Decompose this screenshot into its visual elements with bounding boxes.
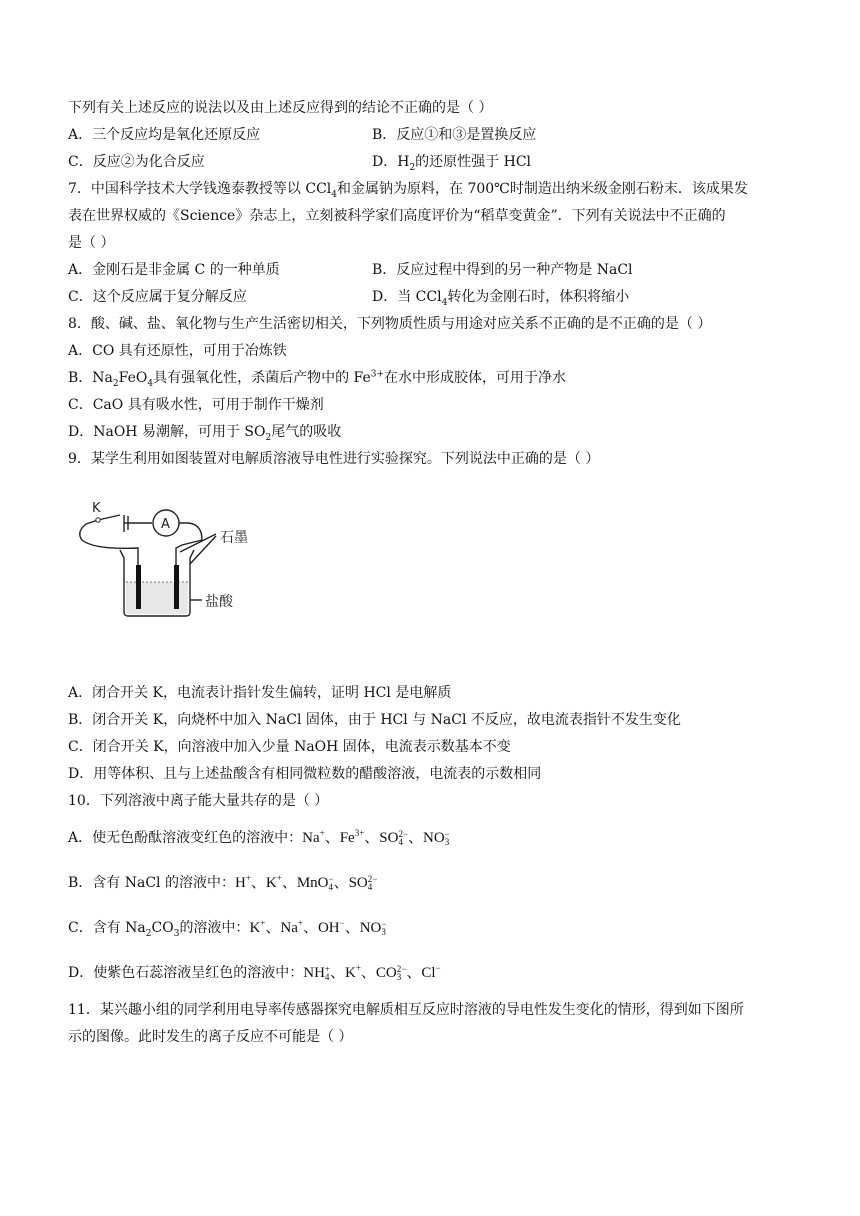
- q11-stem-line2: 示的图像。此时发生的离子反应不可能是（ ）: [68, 1029, 353, 1045]
- wire-right: [176, 523, 202, 565]
- q7-stem-line2: 表在世界权威的《Science》杂志上，立刻被科学家们高度评价为“稻草变黄金”．下列有关说法中不正确的: [68, 208, 726, 224]
- q8-option-c: C．CaO 具有吸水性，可用于制作干燥剂: [68, 397, 324, 413]
- q10-option-c: C．含有 $Na_2CO_3$的溶液中：K+、Na+、OH−、NO − 3: [68, 918, 387, 939]
- wire-left: [80, 520, 138, 565]
- conductivity-apparatus-figure: [70, 490, 270, 625]
- switch-label: K: [92, 501, 101, 516]
- q8-option-b: B．$Na_2FeO_4$具有强氧化性，杀菌后产物中的 $Fe^{3+}$在水中形成胶体，可用于净水: [68, 369, 567, 389]
- q8-option-d: D．NaOH 易潮解，可用于 $SO_2$尾气的吸收: [68, 424, 342, 443]
- q9-stem: 9．某学生利用如图装置对电解质溶液导电性进行实验探究。下列说法中正确的是（ ）: [68, 451, 600, 467]
- label-leader-electrode: [180, 534, 216, 552]
- q6-option-b: B．反应①和③是置换反应: [372, 127, 537, 143]
- q7-option-d: D．当 CCl$_4$转化为金刚石时，体积将缩小: [372, 289, 630, 308]
- switch-pivot: [96, 518, 100, 522]
- q9-option-b: B．闭合开关 K，向烧杯中加入 NaCl 固体，由于 HCl 与 NaCl 不反应，故电流表指针不发生变化: [68, 712, 681, 728]
- q11-stem-line1: 11．某兴趣小组的同学利用电导率传感器探究电解质相互反应时溶液的导电性发生变化的情形，得到如下图所: [68, 1002, 744, 1018]
- q8-option-a: A．CO 具有还原性，可用于冶炼铁: [68, 343, 287, 359]
- hydrochloric-acid-label: 盐酸: [205, 594, 233, 610]
- q10-option-a: A．使无色酚酞溶液变红色的溶液中：Na+、$Fe^{3+}$、SO 2− 4 、NO − 3: [68, 828, 450, 847]
- q7-option-a: A．金刚石是非金属 C 的一种单质: [68, 262, 280, 278]
- q10-option-d: D．使紫色石蕊溶液呈红色的溶液中：NH + 4 、K+、CO 2− 3 、Cl−: [68, 963, 441, 982]
- q9-option-d: D．用等体积、且与上述盐酸含有相同微粒数的醋酸溶液，电流表的示数相同: [68, 766, 542, 782]
- q6-option-d: D．$H_2$的还原性强于 HCl: [372, 154, 532, 173]
- graphite-electrode-left: [136, 565, 141, 609]
- q7-stem-line3: 是（ ）: [68, 235, 115, 251]
- q6-option-a: A．三个反应均是氧化还原反应: [68, 127, 261, 143]
- graphite-electrode-right: [174, 565, 179, 609]
- q7-stem-line1: 7．中国科学技术大学钱逸泰教授等以 CCl$_4$和金属钠为原料，在 700℃时制造出纳米级金刚石粉末．该成果发: [68, 181, 748, 200]
- q7-option-c: C．这个反应属于复分解反应: [68, 289, 247, 305]
- q8-stem: 8．酸、碱、盐、氧化物与生产生活密切相关，下列物质性质与用途对应关系不正确的是不正确的是（ ）: [68, 316, 712, 332]
- q10-option-b: B．含有 NaCl 的溶液中：H+、K+、MnO − 4 、SO 2− 4: [68, 873, 378, 892]
- q9-option-c: C．闭合开关 K，向溶液中加入少量 NaOH 固体，电流表示数基本不变: [68, 739, 511, 755]
- q6-option-c: C．反应②为化合反应: [68, 154, 205, 170]
- q7-option-b: B．反应过程中得到的另一种产物是 NaCl: [372, 262, 633, 278]
- q6-stem: 下列有关上述反应的说法以及由上述反应得到的结论不正确的是（ ）: [68, 100, 493, 116]
- ammeter-label: A: [161, 517, 170, 532]
- q9-option-a: A．闭合开关 K，电流表计指针发生偏转，证明 HCl 是电解质: [68, 685, 452, 701]
- switch-blade: [98, 515, 120, 520]
- graphite-label: 石墨: [220, 530, 248, 546]
- q10-stem: 10．下列溶液中离子能大量共存的是（ ）: [68, 793, 329, 809]
